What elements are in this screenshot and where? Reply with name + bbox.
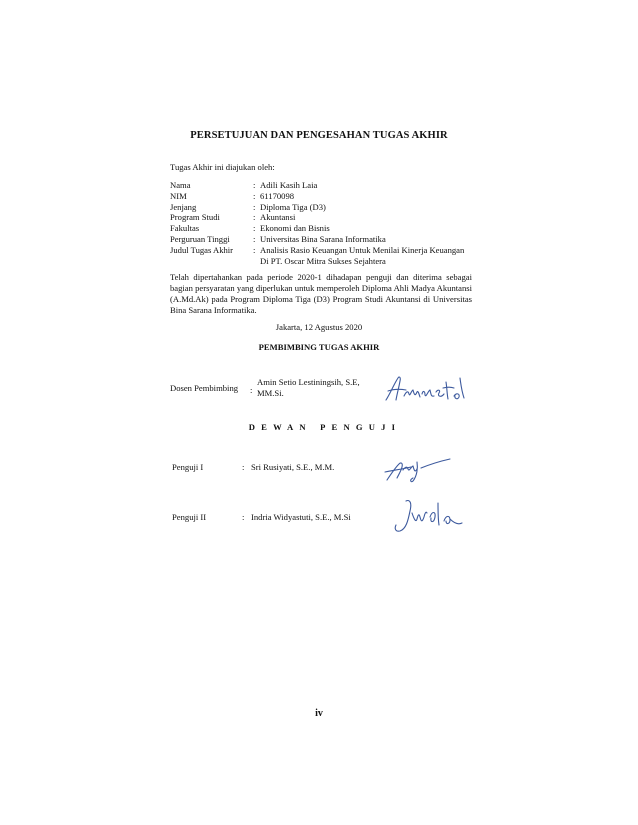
- identity-label: Jenjang: [170, 201, 197, 212]
- identity-label: Nama: [170, 180, 191, 190]
- identity-colon: :: [253, 212, 256, 223]
- identity-value: Adili Kasih Laia: [260, 180, 318, 190]
- identity-colon: :: [253, 233, 256, 244]
- identity-row-faculty: [170, 223, 475, 234]
- identity-row-name: [170, 180, 475, 191]
- examiner-colon: :: [242, 462, 245, 472]
- identity-label: Judul Tugas Akhir: [170, 244, 234, 255]
- identity-row-nim: [170, 191, 475, 202]
- identity-row-program: [170, 212, 475, 223]
- supervisor-label: Dosen Pembimbing: [170, 383, 239, 393]
- identity-value: Universitas Bina Sarana Informatika: [260, 233, 386, 244]
- identity-value: Ekonomi dan Bisnis: [260, 223, 330, 234]
- supervisor-signature: [384, 372, 472, 404]
- identity-colon: :: [253, 223, 256, 234]
- identity-colon: :: [253, 190, 256, 201]
- approval-date: Jakarta, 12 Agustus 2020: [275, 322, 363, 332]
- identity-value: Diploma Tiga (D3): [260, 201, 326, 212]
- examiner-colon: :: [242, 512, 245, 522]
- identity-label: Program Studi: [170, 212, 220, 223]
- intro-text: Tugas Akhir ini diajukan oleh:: [170, 162, 275, 172]
- examiner-name: Indria Widyastuti, S.E., M.Si: [251, 512, 351, 522]
- identity-table: [170, 180, 475, 266]
- identity-row-university: [170, 234, 475, 245]
- examiner-2-signature: [392, 497, 466, 535]
- identity-colon: :: [253, 201, 256, 212]
- supervisor-name: Amin Setio Lestiningsih, S.E, MM.Si.: [257, 377, 360, 398]
- identity-label: NIM: [170, 190, 187, 201]
- examiner-1-signature: [383, 452, 453, 484]
- identity-label: Perguruan Tinggi: [170, 233, 230, 244]
- identity-row-level: [170, 202, 475, 213]
- supervisor-colon: :: [250, 385, 253, 395]
- identity-colon: :: [253, 180, 256, 190]
- examiner-name: Sri Rusiyati, S.E., M.M.: [251, 462, 335, 472]
- supervisor-heading: PEMBIMBING TUGAS AKHIR: [258, 342, 380, 352]
- approval-paragraph: Telah dipertahankan pada periode 2020-1 dihadapan penguji dan diterima sebagai bagian persyaratan yang diperlukan untuk memperoleh Diploma Ahli Madya Akuntansi (A.Md.Ak) pada Program Diploma Tiga (D3) Program Studi Akuntansi di Universitas Bina Sarana Informatika.: [170, 272, 472, 315]
- page-title: PERSETUJUAN DAN PENGESAHAN TUGAS AKHIR: [190, 130, 448, 141]
- page-number: iv: [315, 708, 323, 719]
- identity-value: Analisis Rasio Keuangan Untuk Menilai Kinerja Keuangan Di PT. Oscar Mitra Sukses Sejahtera: [260, 244, 465, 266]
- identity-colon: :: [253, 244, 256, 255]
- identity-value: Akuntansi: [260, 212, 296, 223]
- examiner-panel-heading: DEWAN PENGUJI: [248, 422, 402, 432]
- identity-label: Fakultas: [170, 223, 200, 234]
- identity-value: 61170098: [260, 190, 295, 201]
- examiner-label: Penguji I: [172, 462, 204, 472]
- examiner-label: Penguji II: [172, 512, 207, 522]
- identity-row-thesis-title: [170, 245, 475, 267]
